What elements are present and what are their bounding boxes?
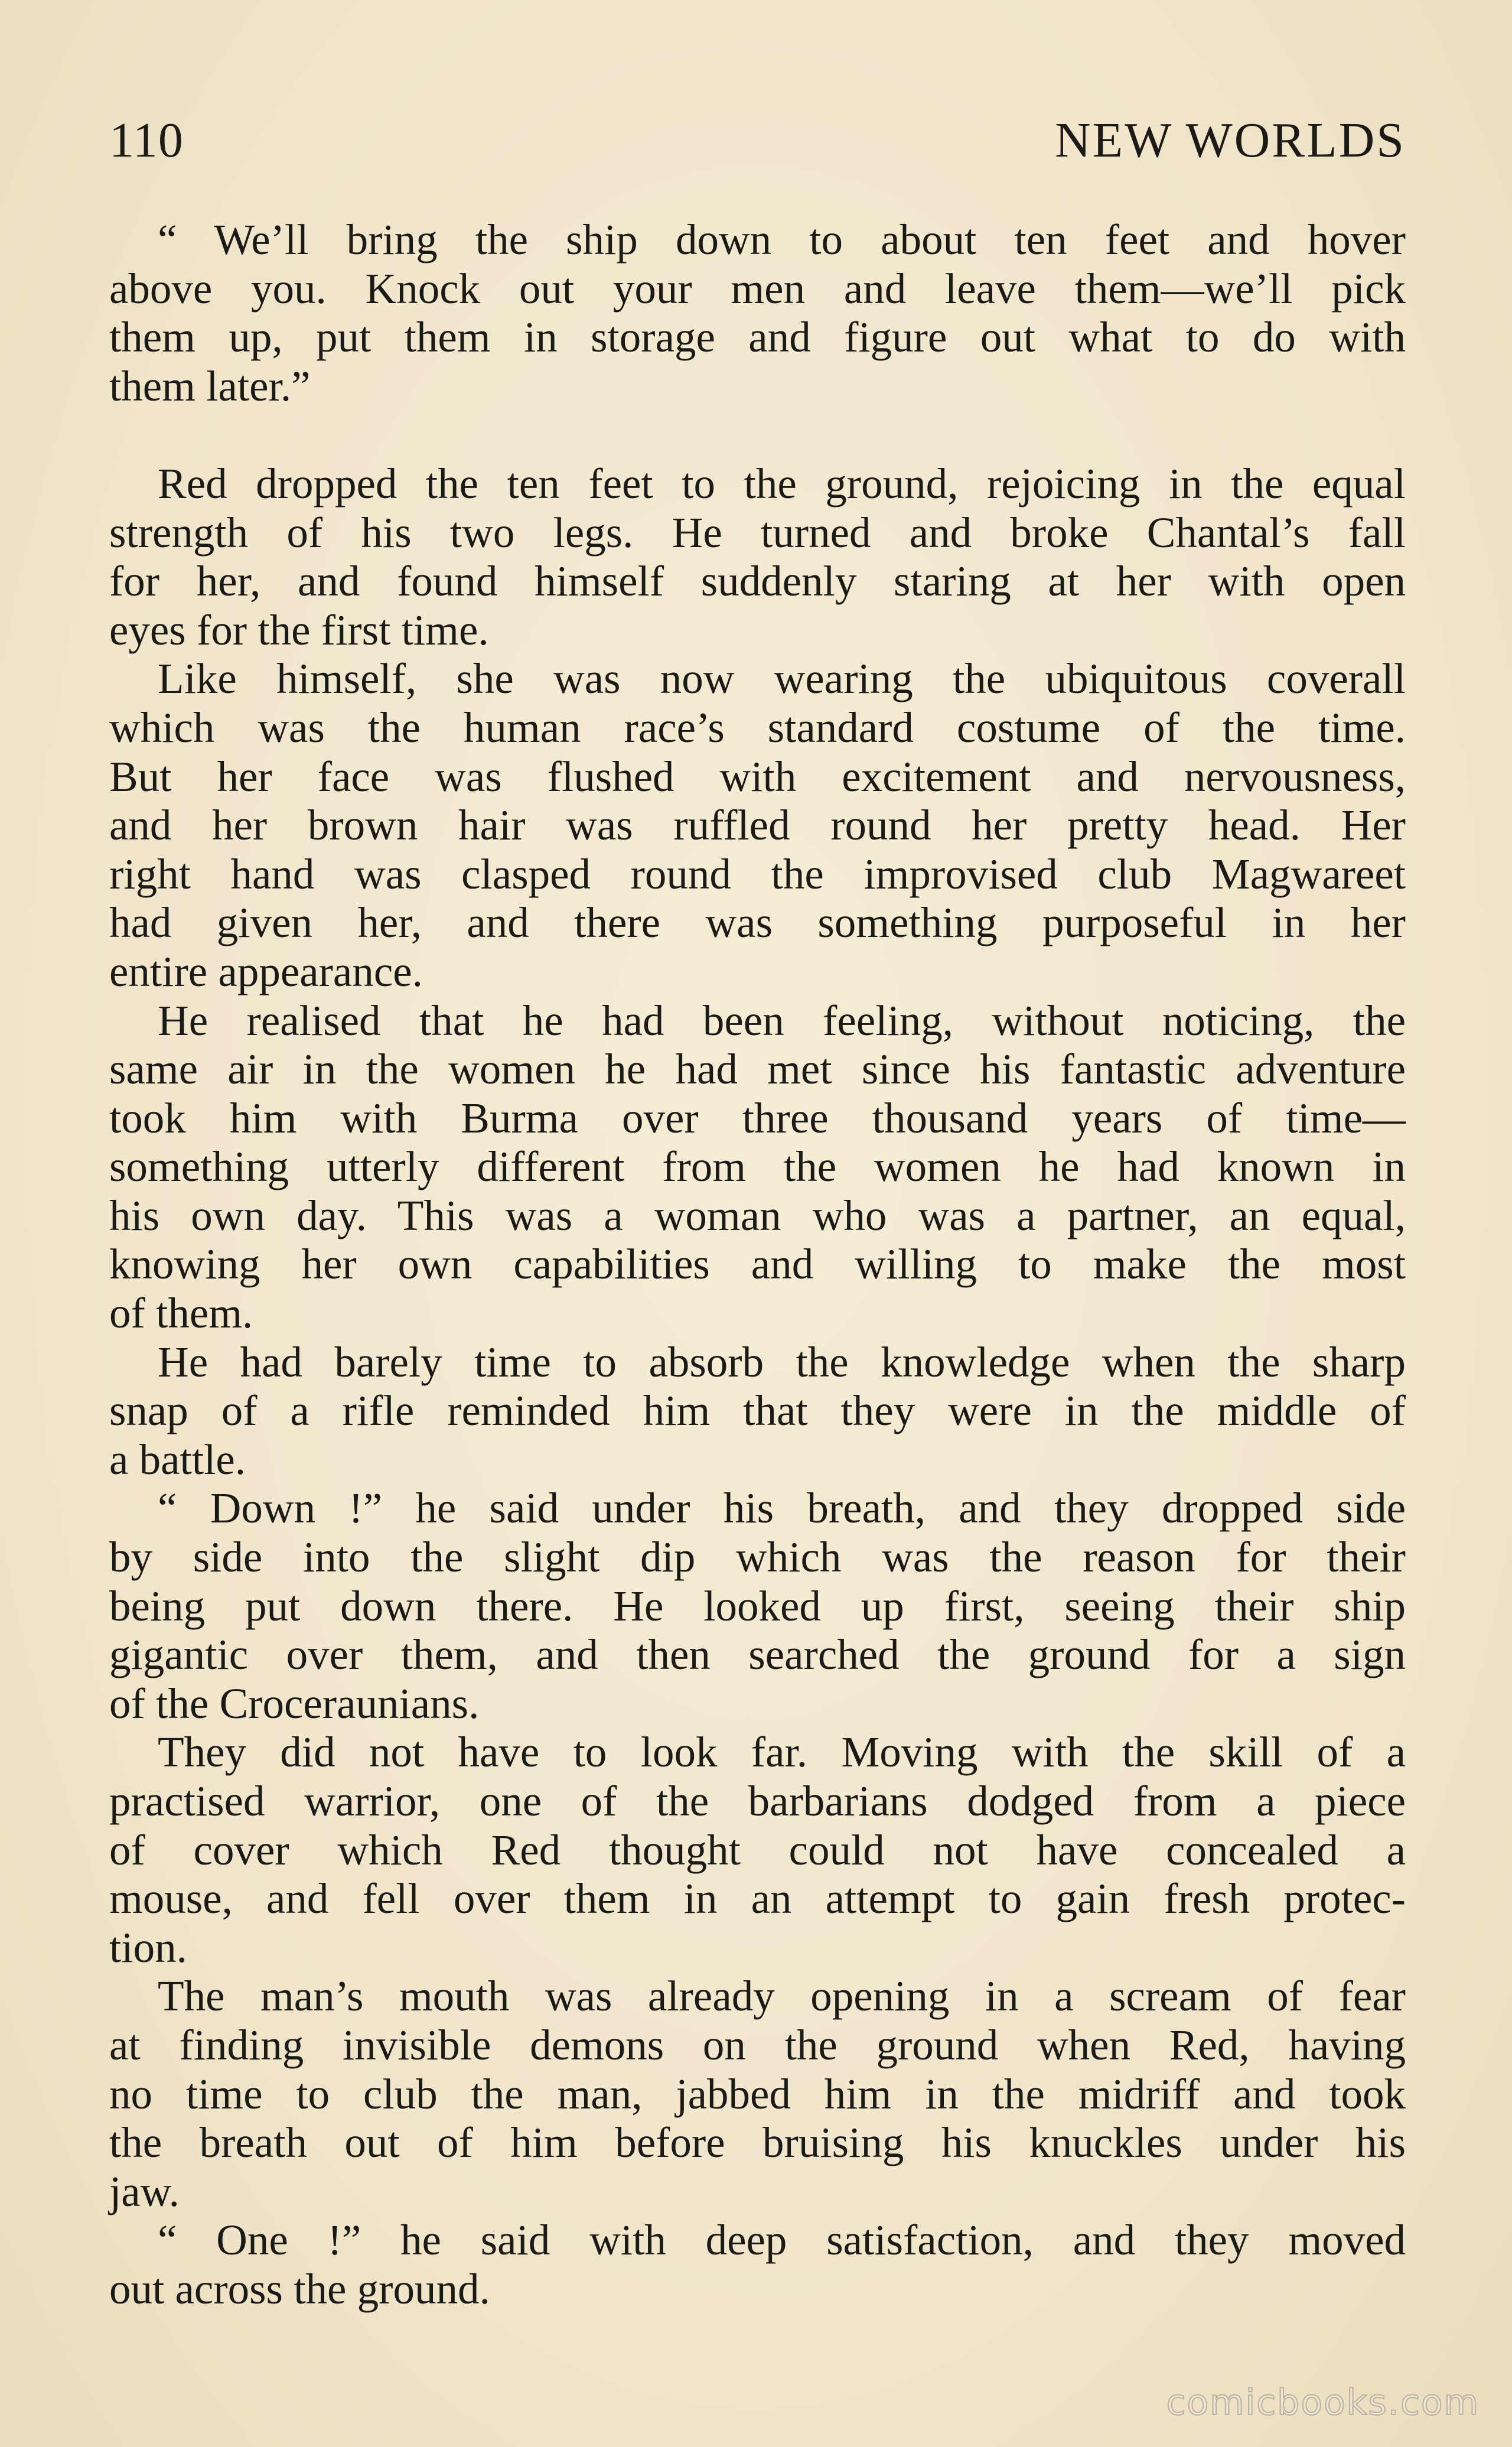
text-line: for her, and found himself suddenly staring at her with open [109,557,1406,606]
text-line: took him with Burma over three thousand years of time— [109,1094,1406,1142]
running-head [109,111,1406,170]
text-line: mouse, and fell over them in an attempt to gain fresh protec- [109,1875,1406,1923]
page-number: 110 [109,113,184,168]
text-line: his own day. This was a woman who was a partner, an equal, [109,1191,1406,1239]
body-text [109,216,1406,2314]
text-line: “ Down !” he said under his breath, and they dropped side [158,1484,1406,1532]
text-line: by side into the slight dip which was the reason for their [109,1533,1406,1582]
text-line: knowing her own capabilities and willing to make the most [109,1240,1406,1288]
text-line: no time to club the man, jabbed him in the midriff and took [109,2069,1406,2118]
text-line: The man’s mouth was already opening in a scream of fear [158,1972,1406,2020]
text-line: They did not have to look far. Moving with the skill of a [158,1728,1406,1776]
text-line: out across the ground. [109,2264,490,2313]
text-line: same air in the women he had met since his fantastic adventure [109,1045,1406,1094]
text-line: Like himself, she was now wearing the ubiquitous coverall [158,655,1406,703]
text-line: them up, put them in storage and figure out what to do with [109,313,1406,362]
text-line: strength of his two legs. He turned and broke Chantal’s fall [109,508,1406,557]
text-line: a battle. [109,1435,246,1483]
text-line: them later.” [109,362,311,410]
watermark-logo: comicbooks.com [1166,2382,1480,2423]
text-line: He realised that he had been feeling, without noticing, the [158,996,1406,1044]
text-line: snap of a rifle reminded him that they were in the middle of [109,1387,1406,1435]
paragraph-gap [109,411,1406,460]
text-line: entire appearance. [109,947,423,995]
text-line: above you. Knock out your men and leave them—we’ll pick [109,264,1406,313]
text-line: of the Croceraunians. [109,1679,480,1727]
text-line: and her brown hair was ruffled round her pretty head. Her [109,801,1406,850]
text-line: the breath out of him before bruising his knuckles under his [109,2119,1406,2167]
text-line: jaw. [109,2167,180,2215]
text-line: something utterly different from the women he had known in [109,1143,1406,1191]
text-line: of them. [109,1289,253,1338]
text-line: But her face was flushed with excitement and nervousness, [109,752,1406,801]
text-line: eyes for the first time. [109,606,489,654]
journal-title: NEW WORLDS [1055,113,1406,168]
text-line: had given her, and there was something purposeful in her [109,899,1406,947]
text-line: which was the human race’s standard costume of the time. [109,703,1406,751]
text-line: practised warrior, one of the barbarians dodged from a piece [109,1777,1406,1825]
text-line: “ One !” he said with deep satisfaction, and they moved [158,2216,1406,2264]
text-line: gigantic over them, and then searched the ground for a sign [109,1631,1406,1679]
text-line: being put down there. He looked up first, seeing their ship [109,1582,1406,1630]
text-line: He had barely time to absorb the knowledge when the sharp [158,1338,1406,1386]
text-line: tion. [109,1923,187,1971]
text-line: of cover which Red thought could not have concealed a [109,1826,1406,1874]
text-line: “ We’ll bring the ship down to about ten feet and hover [158,216,1406,263]
text-line: Red dropped the ten feet to the ground, rejoicing in the equal [158,459,1406,507]
text-line: right hand was clasped round the improvised club Magwareet [109,850,1406,898]
text-line: at finding invisible demons on the ground when Red, having [109,2020,1406,2069]
